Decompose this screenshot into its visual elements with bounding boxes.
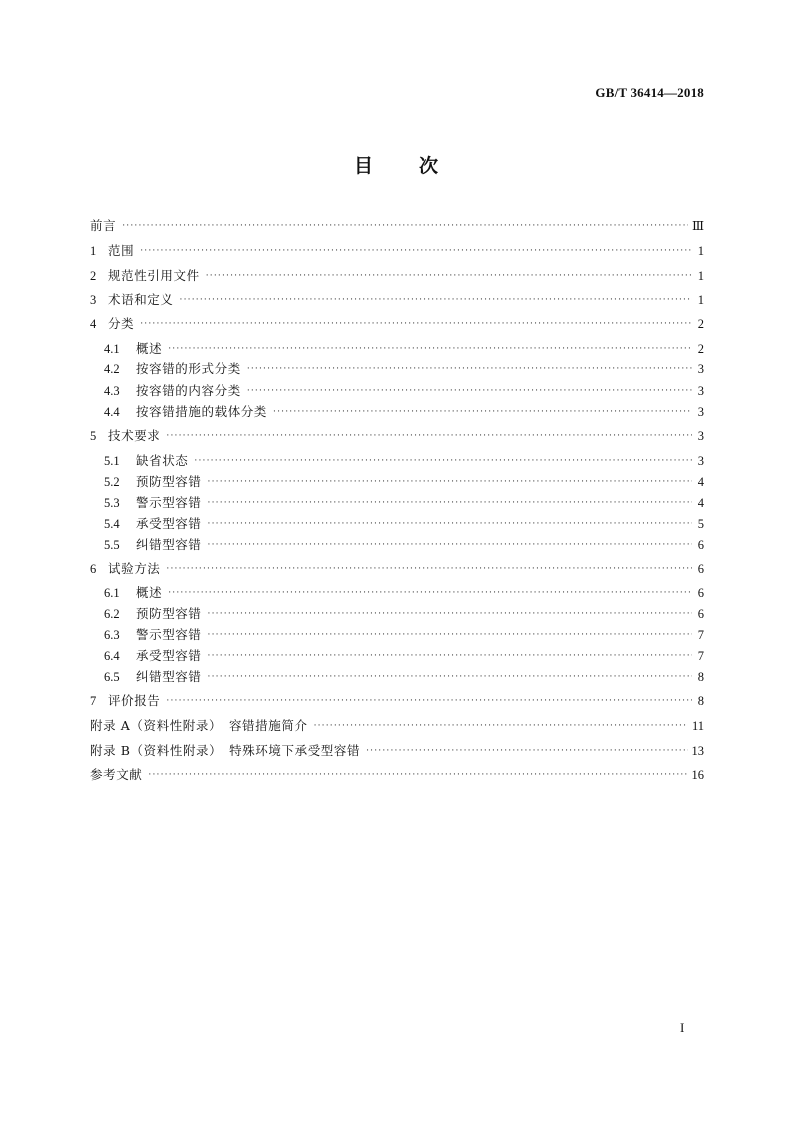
toc-entry-page: 8 (697, 694, 704, 708)
toc-entry-title: 纠错型容错 (136, 669, 202, 684)
toc-dot-leader (247, 359, 692, 379)
toc-dot-leader (180, 290, 692, 310)
toc-dot-leader (208, 514, 692, 534)
page-number: I (680, 1020, 685, 1035)
toc-dot-leader (140, 241, 692, 261)
title-char-2: 次 (419, 155, 441, 177)
toc-dot-leader (366, 741, 687, 761)
toc-entry[interactable] (90, 741, 704, 761)
toc-entry-title: 规范性引用文件 (108, 268, 200, 283)
toc-entry-page: 7 (697, 649, 704, 663)
toc-entry-number: 5.4 (104, 517, 120, 531)
standard-code: GB/T 36414—2018 (595, 85, 704, 100)
toc-dot-leader (140, 314, 692, 334)
toc-entry-page: 6 (697, 607, 704, 621)
toc-dot-leader (168, 339, 692, 359)
toc-entry[interactable] (104, 472, 704, 492)
toc-entry-page: 3 (697, 429, 704, 443)
toc-dot-leader (148, 765, 687, 785)
toc-entry-page: 1 (697, 244, 704, 258)
toc-entry-number: 5 (90, 429, 97, 443)
toc-entry-title: 承受型容错 (136, 516, 202, 531)
toc-entry[interactable] (104, 583, 704, 603)
toc-entry-page: 6 (697, 586, 704, 600)
toc-entry-page: 6 (697, 562, 704, 576)
toc-entry-number: 1 (90, 244, 97, 258)
toc-entry-title: 警示型容错 (136, 627, 202, 642)
toc-entry[interactable] (104, 339, 704, 359)
toc-entry-page: 4 (697, 496, 704, 510)
toc-entry-page: 4 (697, 475, 704, 489)
toc-entry[interactable] (104, 646, 704, 666)
toc-entry[interactable] (104, 359, 704, 379)
toc-entry-title: 承受型容错 (136, 648, 202, 663)
toc-dot-leader (166, 691, 692, 711)
toc-dot-leader (247, 381, 692, 401)
toc-entry-title: 术语和定义 (108, 292, 174, 307)
toc-dot-leader (314, 716, 688, 736)
toc-entry[interactable] (104, 451, 704, 471)
toc-entry-number: 4.2 (104, 362, 120, 376)
toc-entry[interactable] (90, 765, 704, 785)
toc-entry-page: 2 (697, 317, 704, 331)
toc-entry[interactable] (90, 290, 704, 310)
toc-dot-leader (273, 402, 692, 422)
toc-dot-leader (168, 583, 692, 603)
toc-entry-number: 4.4 (104, 405, 120, 419)
toc-entry-title: 按容错的形式分类 (136, 361, 241, 376)
toc-entry-page: 1 (697, 269, 704, 283)
toc-entry[interactable] (104, 402, 704, 422)
toc-entry-title: 按容错措施的载体分类 (136, 404, 268, 419)
toc-entry-page: 3 (697, 384, 704, 398)
toc-entry[interactable] (90, 216, 704, 236)
toc-entry-number: 6.5 (104, 670, 120, 684)
toc-entry-number: 6 (90, 562, 97, 576)
toc-entry-title: 范围 (108, 243, 135, 258)
toc-entry-page: 3 (697, 405, 704, 419)
toc-entry-number: 6.3 (104, 628, 120, 642)
toc-entry-title: 概述 (136, 585, 163, 600)
toc-entry[interactable] (104, 625, 704, 645)
toc-entry-number: 4 (90, 317, 97, 331)
toc-entry-page: 5 (697, 517, 704, 531)
toc-dot-leader (166, 426, 692, 446)
toc-dot-leader (208, 625, 692, 645)
toc-dot-leader (122, 216, 688, 236)
toc-entry-title: 评价报告 (108, 693, 161, 708)
toc-entry-page: 3 (697, 362, 704, 376)
toc-entry-title: 附录 B（资料性附录） 特殊环境下承受型容错 (90, 743, 361, 758)
toc-entry-title: 前言 (90, 218, 117, 233)
toc-entry[interactable] (90, 241, 704, 261)
toc-entry[interactable] (90, 716, 704, 736)
toc-entry-title: 技术要求 (108, 428, 161, 443)
toc-entry[interactable] (104, 514, 704, 534)
toc-entry-title: 预防型容错 (136, 606, 202, 621)
toc-entry[interactable] (104, 381, 704, 401)
toc-entry-number: 5.2 (104, 475, 120, 489)
toc-entry-title: 纠错型容错 (136, 537, 202, 552)
toc-entry-page: 13 (691, 744, 704, 758)
toc-entry-page: 2 (697, 342, 704, 356)
title-char-1: 目 (353, 155, 375, 177)
toc-dot-leader (208, 646, 692, 666)
toc-entry[interactable] (104, 667, 704, 687)
toc-entry-title: 分类 (108, 316, 135, 331)
toc-entry-title: 概述 (136, 341, 163, 356)
toc-dot-leader (194, 451, 692, 471)
toc-entry-page: Ⅲ (691, 219, 704, 233)
page-title (0, 151, 794, 178)
toc-dot-leader (208, 493, 692, 513)
toc-entry[interactable] (90, 314, 704, 334)
toc-entry-page: 3 (697, 454, 704, 468)
toc-entry-title: 附录 A（资料性附录） 容错措施简介 (90, 718, 308, 733)
toc-entry-number: 3 (90, 293, 97, 307)
toc-entry[interactable] (104, 493, 704, 513)
toc-entry-number: 6.4 (104, 649, 120, 663)
toc-entry-number: 5.3 (104, 496, 120, 510)
toc-entry-number: 5.5 (104, 538, 120, 552)
toc-entry-number: 7 (90, 694, 97, 708)
toc-entry-page: 11 (691, 719, 704, 733)
toc-entry[interactable] (90, 266, 704, 286)
toc-entry-number: 2 (90, 269, 97, 283)
toc-dot-leader (208, 472, 692, 492)
toc-entry-number: 4.3 (104, 384, 120, 398)
toc-entry-title: 按容错的内容分类 (136, 383, 241, 398)
toc-entry-number: 4.1 (104, 342, 120, 356)
toc-entry-page: 6 (697, 538, 704, 552)
toc-entry-number: 6.1 (104, 586, 120, 600)
toc-entry[interactable] (104, 535, 704, 555)
toc-entry-page: 16 (691, 768, 704, 782)
toc-entry-title: 警示型容错 (136, 495, 202, 510)
toc-entry-number: 6.2 (104, 607, 120, 621)
toc-entry[interactable] (104, 604, 704, 624)
toc-entry[interactable] (90, 559, 704, 579)
toc-dot-leader (208, 604, 692, 624)
toc-entry-number: 5.1 (104, 454, 120, 468)
toc-dot-leader (208, 667, 692, 687)
toc-entry-title: 参考文献 (90, 767, 143, 782)
toc-dot-leader (166, 559, 692, 579)
toc-entry-title: 试验方法 (108, 561, 161, 576)
toc-entry-page: 8 (697, 670, 704, 684)
toc-entry-title: 缺省状态 (136, 453, 189, 468)
toc-entry-page: 7 (697, 628, 704, 642)
toc-dot-leader (208, 535, 692, 555)
toc-entry-title: 预防型容错 (136, 474, 202, 489)
toc-entry-page: 1 (697, 293, 704, 307)
toc-dot-leader (206, 266, 692, 286)
toc-entry[interactable] (90, 426, 704, 446)
toc-entry[interactable] (90, 691, 704, 711)
